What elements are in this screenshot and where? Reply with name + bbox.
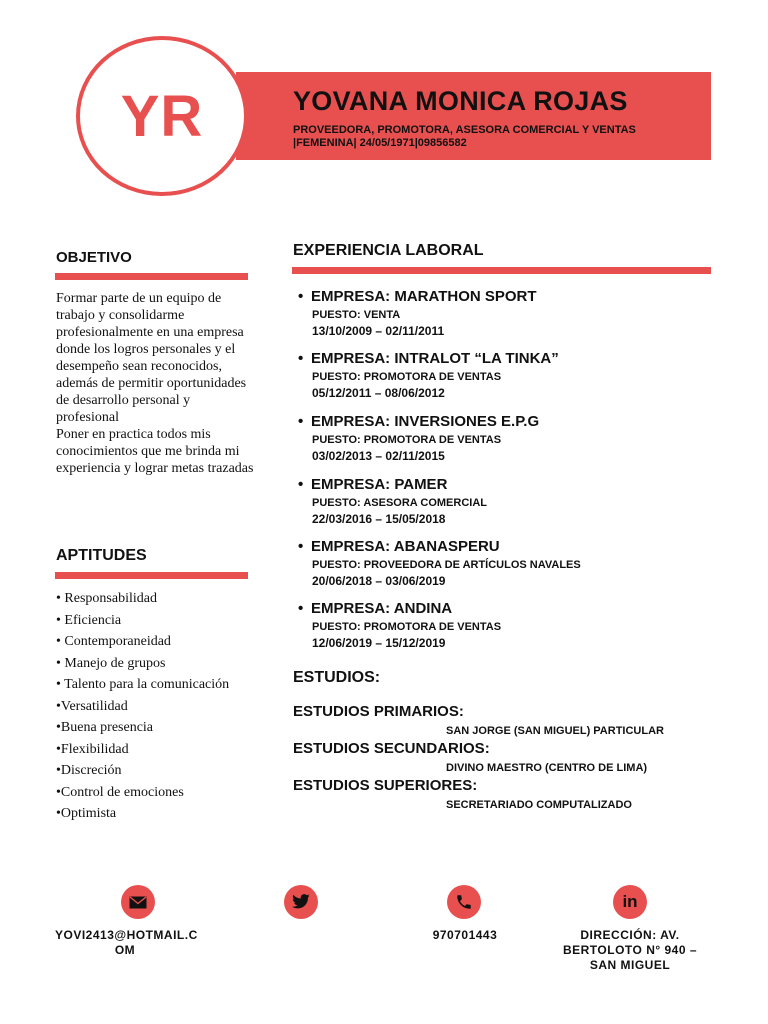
- linkedin-icon[interactable]: in: [613, 885, 647, 919]
- skill-item: • Contemporaneidad: [56, 634, 171, 649]
- address-line-1: DIRECCIÓN: AV.: [580, 928, 680, 942]
- contact-phone[interactable]: 970701443: [432, 928, 498, 942]
- experience-dates: 05/12/2011 – 08/06/2012: [312, 386, 445, 400]
- experience-company: EMPRESA: PAMER: [311, 476, 448, 493]
- skill-item: • Responsabilidad: [56, 591, 157, 606]
- contact-email[interactable]: [55, 928, 198, 958]
- experience-dates: 12/06/2019 – 15/12/2019: [312, 636, 446, 650]
- experience-item: [298, 538, 718, 588]
- candidate-subtitle: [293, 124, 693, 150]
- monogram-text: YR: [120, 83, 204, 149]
- bullet-icon: •: [298, 350, 304, 367]
- skill-item: •Control de emociones: [56, 784, 184, 800]
- skills-rule: [55, 572, 248, 579]
- experience-item: [298, 476, 718, 526]
- study-level: ESTUDIOS SECUNDARIOS:: [293, 740, 490, 757]
- experience-company: EMPRESA: INTRALOT “LA TINKA”: [311, 350, 559, 367]
- address-line-2: BERTOLOTO N° 940 –: [562, 943, 698, 957]
- subtitle-line-1: PROVEEDORA, PROMOTORA, ASESORA COMERCIAL Y VENTAS: [293, 124, 636, 136]
- subtitle-line-2: |FEMENINA| 24/05/1971|09856582: [293, 137, 467, 149]
- experience-position: PUESTO: ASESORA COMERCIAL: [312, 497, 487, 509]
- skill-item: •Discreción: [56, 763, 122, 778]
- experience-title: EXPERIENCIA LABORAL: [293, 242, 484, 259]
- study-school: SECRETARIADO COMPUTALIZADO: [446, 799, 632, 811]
- experience-position: PUESTO: PROVEEDORA DE ARTÍCULOS NAVALES: [312, 559, 581, 571]
- bullet-icon: •: [298, 538, 304, 555]
- address-line-3: SAN MIGUEL: [589, 958, 671, 972]
- email-line-2: OM: [114, 943, 136, 957]
- experience-position: PUESTO: PROMOTORA DE VENTAS: [312, 621, 502, 633]
- skills-title: APTITUDES: [56, 547, 147, 564]
- experience-dates: 22/03/2016 – 15/05/2018: [312, 512, 446, 526]
- twitter-icon[interactable]: [284, 885, 318, 919]
- skill-item: •Buena presencia: [56, 720, 154, 735]
- monogram-circle: [76, 36, 248, 196]
- experience-dates: 20/06/2018 – 03/06/2019: [312, 574, 446, 588]
- experience-item: [298, 350, 718, 400]
- bullet-icon: •: [298, 413, 304, 430]
- experience-position: PUESTO: PROMOTORA DE VENTAS: [312, 434, 502, 446]
- bullet-icon: •: [298, 476, 304, 493]
- experience-item: [298, 413, 718, 463]
- study-school: DIVINO MAESTRO (CENTRO DE LIMA): [446, 762, 648, 774]
- candidate-name: YOVANA MONICA ROJAS: [293, 86, 628, 116]
- experience-dates: 03/02/2013 – 02/11/2015: [312, 449, 445, 463]
- skill-item: •Optimista: [56, 806, 117, 821]
- experience-rule: [292, 267, 711, 274]
- experience-item: [298, 600, 718, 650]
- studies-title: ESTUDIOS:: [293, 669, 381, 686]
- skill-item: • Talento para la comunicación: [56, 677, 230, 692]
- skill-item: •Flexibilidad: [56, 741, 129, 757]
- experience-item: [298, 288, 718, 338]
- experience-company: EMPRESA: ABANASPERU: [311, 538, 500, 555]
- skill-item: •Versatilidad: [56, 698, 128, 714]
- objective-title: OBJETIVO: [56, 249, 132, 266]
- experience-company: EMPRESA: INVERSIONES E.P.G: [311, 413, 540, 430]
- experience-company: EMPRESA: ANDINA: [311, 600, 453, 617]
- skills-list: [56, 590, 256, 827]
- study-level: ESTUDIOS SUPERIORES:: [293, 777, 478, 794]
- envelope-icon[interactable]: [121, 885, 155, 919]
- bullet-icon: •: [298, 288, 304, 305]
- experience-company: EMPRESA: MARATHON SPORT: [311, 288, 537, 305]
- phone-icon[interactable]: [447, 885, 481, 919]
- study-level: ESTUDIOS PRIMARIOS:: [293, 703, 464, 720]
- objective-rule: [55, 273, 248, 280]
- experience-dates: 13/10/2009 – 02/11/2011: [312, 324, 445, 338]
- skill-item: • Eficiencia: [56, 612, 122, 628]
- experience-position: PUESTO: PROMOTORA DE VENTAS: [312, 371, 502, 383]
- study-school: SAN JORGE (SAN MIGUEL) PARTICULAR: [446, 725, 664, 737]
- bullet-icon: •: [298, 600, 304, 617]
- experience-position: PUESTO: VENTA: [312, 309, 401, 321]
- email-line-1: YOVI2413@HOTMAIL.C: [55, 928, 198, 942]
- skill-item: • Manejo de grupos: [56, 655, 166, 671]
- contact-address: [550, 928, 710, 973]
- objective-text: Formar parte de un equipo de trabajo y consolidarme profesionalmente en una empresa donde los logros personales y el desempeño sean reconocidos, además de permitir oportunidades de desarrollo personal y profesional Poner en practica todos mis conocimientos que me brinda mi experiencia y lograr metas trazadas: [56, 291, 254, 476]
